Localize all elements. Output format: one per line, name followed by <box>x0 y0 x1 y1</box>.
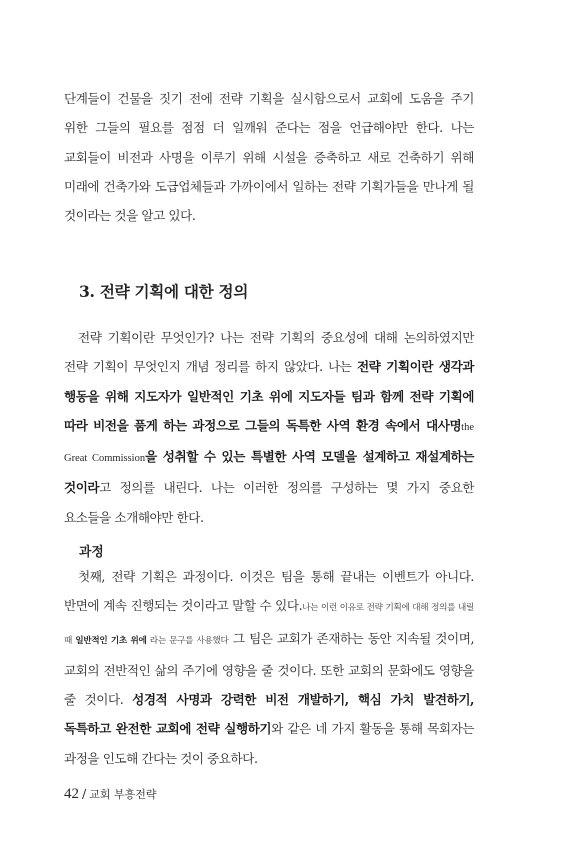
page-footer <box>64 786 156 803</box>
section-heading <box>79 280 248 302</box>
definition-bold-2: 을 성취할 수 있는 특별한 사역 모델을 설계하고 재설계하는 것이라 <box>64 449 474 496</box>
paragraph-process <box>64 562 474 773</box>
footer-separator: / <box>82 786 87 801</box>
subsection-heading: 과정 <box>79 545 104 560</box>
definition-intro: 전략 기획이란 무엇인가? 나는 전략 기획의 중요성에 대해 논의하였지만 전략 기획이 무엇인지 개념 정리를 하지 않았다. 나는 <box>64 330 474 375</box>
section-title: 전략 기획에 대한 정의 <box>99 282 249 301</box>
definition-english-term: the Great Commission <box>64 421 474 465</box>
page-number: 42 <box>64 786 79 802</box>
footnote-bold: 일반적인 기초 위에 <box>75 635 147 646</box>
paragraph-definition <box>64 323 474 532</box>
paragraph-intro: 단계들이 건물을 짓기 전에 전략 기획을 실시함으로서 교회에 도움을 주기 위한 그들의 필요를 점점 더 일깨워 준다는 점을 언급해야만 한다. 나는 교회들이 비전과 사명을 이루기 위해 시설을 증축하고 새로 건축하기 위해 미래에 건축가와 도급업체들과 가까이에서 일하는 전략 기획가들을 만나게 될 것이라는 것을 알고 있다. <box>64 91 474 224</box>
section-number: 3. <box>79 282 95 301</box>
process-intro: 첫째, 전략 기획은 과정이다. 이것은 팀을 통해 끝내는 이벤트가 아니다. 반면에 계속 진행되는 것이라고 말할 수 있다. <box>64 569 474 614</box>
process-outro: 와 같은 네 가지 활동을 통해 목회자는 과정을 인도해 간다는 것이 중요하다. <box>64 721 474 766</box>
book-title: 교회 부흥전략 <box>89 788 157 801</box>
footnote-part-a: 나는 이런 이유로 전략 기획에 대해 정의를 내릴 때 <box>64 603 474 646</box>
footnote-part-c: 라는 문구를 사용했다 <box>146 635 229 646</box>
definition-bold-1: 전략 기획이란 생각과 행동을 위해 지도자가 일반적인 기초 위에 지도자들 팀과 함께 전략 기획에 따라 비전을 품게 하는 과정으로 그들의 독특한 사역 환경 속에서 대사명 <box>64 359 474 433</box>
process-middle: 그 팀은 교회가 존재하는 동안 지속될 것이며, 교회의 전반적인 삶의 주기에 영향을 줄 것이다. 또한 교회의 문화에도 영향을 줄 것이다. <box>64 630 474 708</box>
process-bold: 성경적 사명과 강력한 비전 개발하기, 핵심 가치 발견하기, 독특하고 완전한 교회에 전략 실행하기 <box>64 692 474 737</box>
definition-outro: 고 정의를 내린다. 나는 이러한 정의를 구성하는 몇 가지 중요한 요소들을 소개해야만 한다. <box>64 480 474 525</box>
